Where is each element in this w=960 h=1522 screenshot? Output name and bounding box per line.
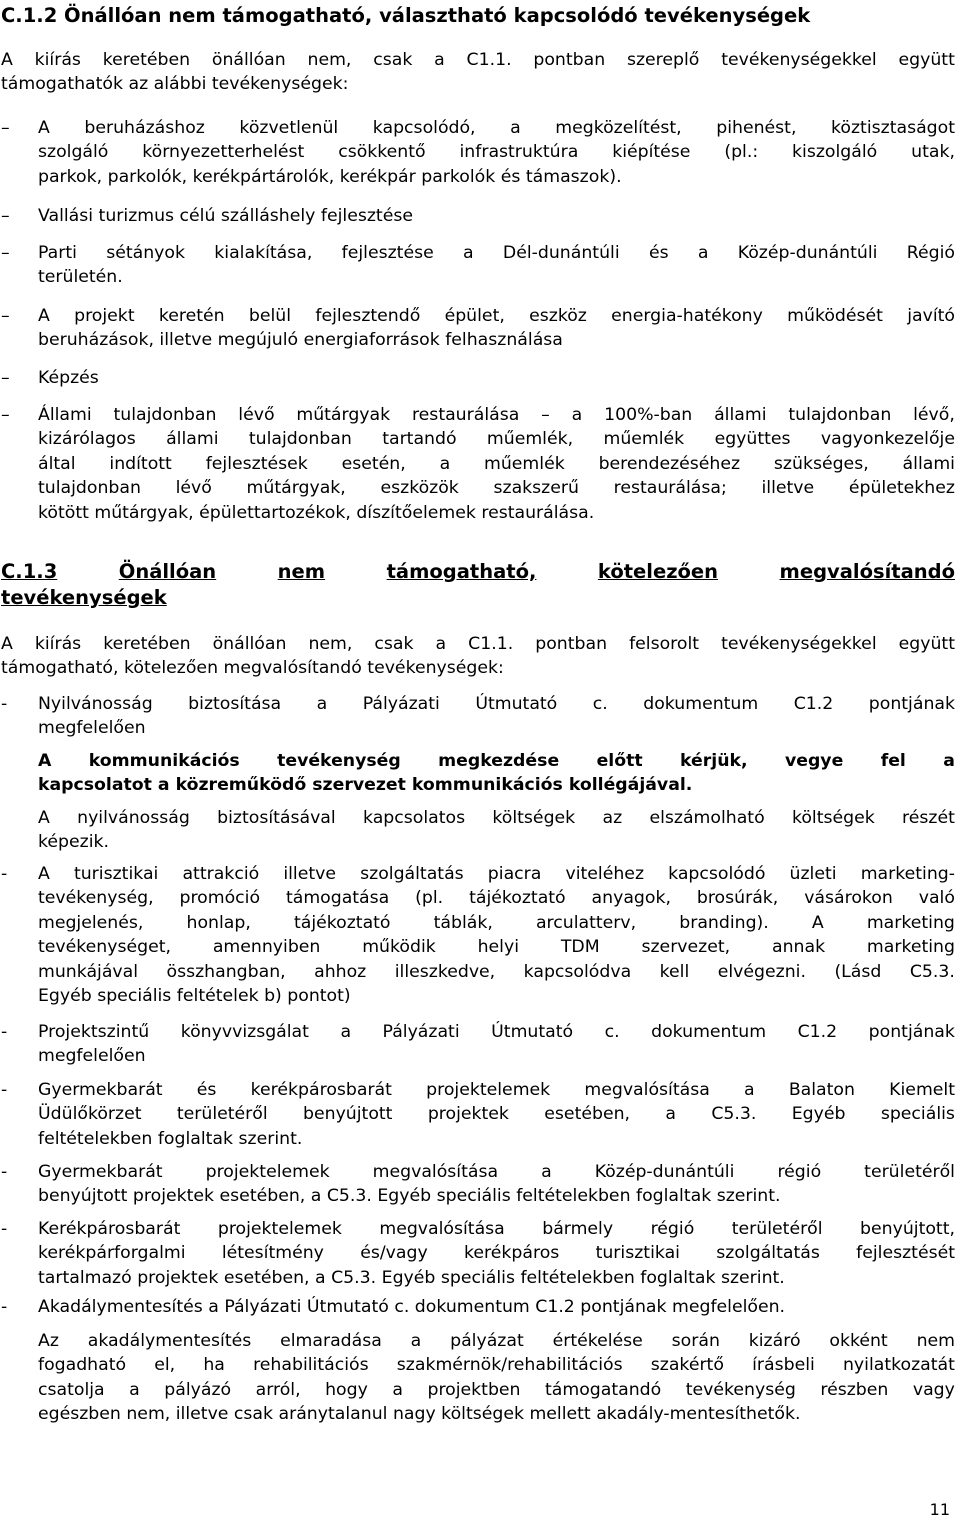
list-item-line: által indított fejlesztések esetén, a műemlék berendezéséhez szükséges, állami — [38, 453, 955, 474]
list-item-line: Gyermekbarát és kerékpárosbarát projektelemek megvalósítása a Balaton Kiemelt — [38, 1080, 955, 1100]
intro-paragraph-line: támogathatók az alábbi tevékenységek: — [1, 74, 349, 95]
list-item-line: megjelenés, honlap, tájékoztató táblák, arculatterv, branding). A marketing — [38, 912, 955, 933]
list-item-line: benyújtott projektek esetében, a C5.3. Egyéb speciális feltételekben foglaltak szerint. — [38, 1186, 781, 1207]
list-dash: – — [1, 206, 10, 226]
list-dash: - — [1, 864, 8, 884]
list-item-line: tevékenység, promóció támogatása (pl. tájékoztató anyagok, brosúrák, vásárokon való — [38, 888, 955, 909]
list-item-line: A nyilvánosság biztosításával kapcsolatos költségek az elszámolható költségek részét — [38, 808, 955, 828]
list-item-line: feltételekben foglaltak szerint. — [38, 1128, 303, 1149]
list-item-line: szolgáló környezetterhelést csökkentő infrastruktúra kiépítése (pl.: kiszolgáló utak, — [38, 142, 955, 163]
list-item-line: tulajdonban lévő műtárgyak, eszközök szakszerű restaurálása; illetve épületekhez — [38, 478, 955, 499]
list-item-line: Állami tulajdonban lévő műtárgyak restaurálása – a 100%-ban állami tulajdonban lévő, — [38, 405, 955, 425]
list-item-line: A turisztikai attrakció illetve szolgáltatás piacra viteléhez kapcsolódó üzleti marketing- — [38, 864, 955, 884]
list-item-line: Gyermekbarát projektelemek megvalósítása a Közép-dunántúli régió területéről — [38, 1162, 955, 1182]
list-dash: – — [1, 306, 10, 326]
list-item-line: A beruházáshoz közvetlenül kapcsolódó, a megközelítést, pihenést, köztisztaságot — [38, 118, 955, 138]
list-dash: – — [1, 118, 10, 138]
list-item-line: területén. — [38, 267, 123, 288]
list-item-line: Kerékpárosbarát projektelemek megvalósítása bármely régió területéről benyújtott, — [38, 1219, 955, 1239]
list-dash: - — [1, 1162, 8, 1182]
list-item-line: A projekt keretén belül fejlesztendő épület, eszköz energia-hatékony működését javító — [38, 306, 955, 326]
list-dash: - — [1, 1297, 8, 1317]
list-item-line: Akadálymentesítés a Pályázati Útmutató c. dokumentum C1.2 pontjának megfelelően. — [38, 1297, 786, 1317]
section-heading: C.1.2 Önállóan nem támogatható, választható kapcsolódó tevékenységek — [1, 4, 811, 27]
list-item-line: tartalmazó projektek esetében, a C5.3. Egyéb speciális feltételekben foglaltak szerint. — [38, 1267, 785, 1288]
list-item-line: Képzés — [38, 368, 99, 388]
list-item-line: kapcsolatot a közreműködő szervezet kommunikációs kollégájával. — [38, 775, 693, 796]
list-item-line: tevékenységet, amennyiben működik helyi TDM szervezet, annak marketing — [38, 937, 955, 958]
list-item-line: megfelelően — [38, 1046, 146, 1067]
list-item-line: Projektszintű könyvvizsgálat a Pályázati Útmutató c. dokumentum C1.2 pontjának — [38, 1022, 955, 1042]
list-item-line: megfelelően — [38, 718, 146, 739]
list-item-line: Nyilvánosság biztosítása a Pályázati Útmutató c. dokumentum C1.2 pontjának — [38, 694, 955, 714]
list-item-line: beruházások, illetve megújuló energiaforrások felhasználása — [38, 330, 563, 351]
list-dash: – — [1, 243, 10, 263]
list-dash: – — [1, 405, 10, 425]
list-item-line: munkájával összhangban, ahhoz illeszkedve, kapcsolódva kell elvégezni. (Lásd C5.3. — [38, 961, 955, 982]
list-dash: - — [1, 1219, 8, 1239]
list-item-line: Vallási turizmus célú szálláshely fejlesztése — [38, 206, 413, 226]
list-item-line: Parti sétányok kialakítása, fejlesztése a Dél-dunántúli és a Közép-dunántúli Régió — [38, 243, 955, 263]
list-dash: - — [1, 1080, 8, 1100]
list-item-line: A kommunikációs tevékenység megkezdése előtt kérjük, vegye fel a — [38, 751, 955, 771]
intro-paragraph-line: támogatható, kötelezően megvalósítandó tevékenységek: — [1, 658, 504, 679]
list-item-line: csatolja a pályázó arról, hogy a projektben támogatandó tevékenység részben vagy — [38, 1379, 955, 1400]
list-item-line: parkok, parkolók, kerékpártárolók, kerékpár parkolók és támaszok). — [38, 166, 622, 187]
list-item-line: kizárólagos állami tulajdonban tartandó műemlék, műemlék együttes vagyonkezelője — [38, 429, 955, 450]
list-item-line: kerékpárforgalmi létesítmény és/vagy kerékpáros turisztikai szolgáltatás fejlesztését — [38, 1243, 955, 1264]
list-item-line: Egyéb speciális feltételek b) pontot) — [38, 986, 351, 1006]
intro-paragraph-line: A kiírás keretében önállóan nem, csak a C1.1. pontban szereplő tevékenységekkel együtt — [1, 50, 955, 70]
page-number: 11 — [929, 1500, 950, 1519]
list-item-line: fogadható el, ha rehabilitációs szakmérnök/rehabilitációs szakértő írásbeli nyilatkozatát — [38, 1355, 955, 1376]
list-item-line: képezik. — [38, 832, 109, 853]
list-item-line: egészben nem, illetve csak aránytalanul nagy költségek mellett akadály-mentesíthetők. — [38, 1404, 801, 1425]
list-item-line: Az akadálymentesítés elmaradása a pályázat értékelése során kizáró okként nem — [38, 1331, 955, 1351]
section-heading: C.1.3 Önállóan nem támogatható, kötelezően megvalósítandó tevékenységek — [1, 560, 955, 609]
list-dash: – — [1, 368, 10, 388]
list-dash: - — [1, 1022, 8, 1042]
intro-paragraph-line: A kiírás keretében önállóan nem, csak a C1.1. pontban felsorolt tevékenységekkel együtt — [1, 634, 955, 654]
list-item-line: Üdülőkörzet területéről benyújtott projektek esetében, a C5.3. Egyéb speciális — [38, 1104, 955, 1125]
list-dash: - — [1, 694, 8, 714]
list-item-line: kötött műtárgyak, épülettartozékok, díszítőelemek restaurálása. — [38, 502, 595, 523]
